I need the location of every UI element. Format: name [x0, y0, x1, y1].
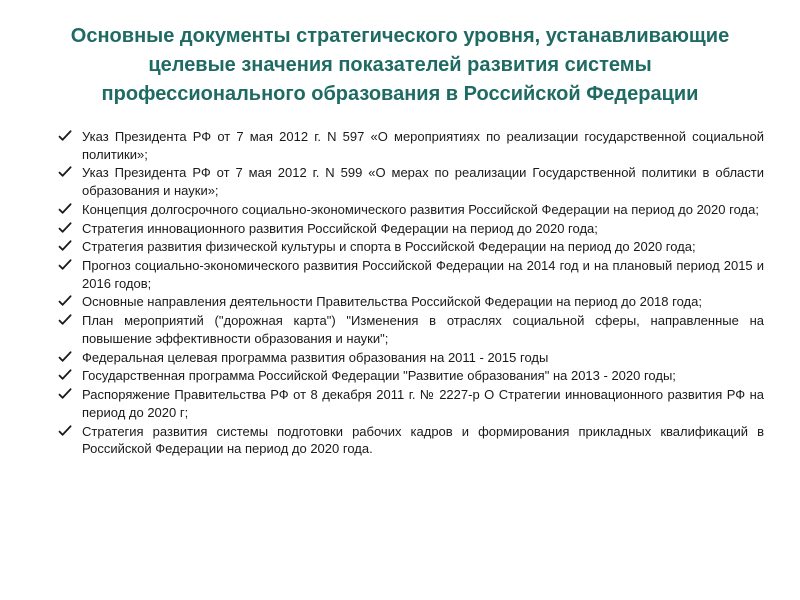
slide-title-line: Основные документы стратегического уровня, устанавливающие [70, 25, 730, 47]
checkmark-icon [58, 368, 72, 382]
checkmark-icon [58, 221, 72, 235]
slide-title-line: целевые значения показателей развития системы [148, 54, 652, 76]
list-item-text: Указ Президента РФ от 7 мая 2012 г. N 599 «О мерах по реализации Государственной политики в области образования и науки»; [82, 165, 764, 198]
document-list [58, 128, 764, 459]
checkmark-icon [58, 387, 72, 401]
list-item [58, 238, 764, 256]
list-item [58, 220, 764, 238]
checkmark-icon [58, 258, 72, 272]
checkmark-icon [58, 202, 72, 216]
checkmark-icon [58, 239, 72, 253]
list-item [58, 201, 764, 219]
list-item-text: Распоряжение Правительства РФ от 8 декабря 2011 г. № 2227-р О Стратегии инновационного развития РФ на период до 2020 г; [82, 387, 764, 420]
list-item [58, 423, 764, 458]
checkmark-icon [58, 313, 72, 327]
slide-title-line: профессионального образования в Российской Федерации [101, 83, 699, 105]
list-item [58, 128, 764, 163]
checkmark-icon [58, 129, 72, 143]
list-item [58, 367, 764, 385]
list-item-text: Основные направления деятельности Правительства Российской Федерации на период до 2018 года; [82, 294, 702, 310]
list-item [58, 293, 764, 311]
list-item-text: Стратегия инновационного развития Российской Федерации на период до 2020 года; [82, 220, 598, 236]
checkmark-icon [58, 294, 72, 308]
list-item [58, 257, 764, 292]
list-item [58, 386, 764, 421]
list-item-text: Концепция долгосрочного социально-экономического развития Российской Федерации на период до 2020 года; [82, 201, 759, 217]
list-item [58, 312, 764, 347]
list-item-text: Прогноз социально-экономического развития Российской Федерации на 2014 год и на плановый период 2015 и 2016 годов; [82, 258, 764, 291]
list-item-text: Государственная программа Российской Федерации "Развитие образования" на 2013 - 2020 годы; [82, 368, 676, 384]
list-item-text: План мероприятий ("дорожная карта") "Изменения в отраслях социальной сферы, направленные на повышение эффективности образования и науки"; [82, 313, 764, 346]
list-item [58, 164, 764, 199]
list-item-text: Указ Президента РФ от 7 мая 2012 г. N 597 «О мероприятиях по реализации государственной социальной политики»; [82, 129, 764, 162]
list-item-text: Федеральная целевая программа развития образования на 2011 - 2015 годы [82, 349, 549, 365]
list-item [58, 349, 764, 367]
list-item-text: Стратегия развития физической культуры и спорта в Российской Федерации на период до 2020 года; [82, 239, 696, 255]
list-item-text: Стратегия развития системы подготовки рабочих кадров и формирования прикладных квалификаций в Российской Федерации на период до 2020 года. [82, 423, 764, 457]
checkmark-icon [58, 350, 72, 364]
checkmark-icon [58, 165, 72, 179]
slide-title [20, 22, 780, 109]
checkmark-icon [58, 424, 72, 438]
